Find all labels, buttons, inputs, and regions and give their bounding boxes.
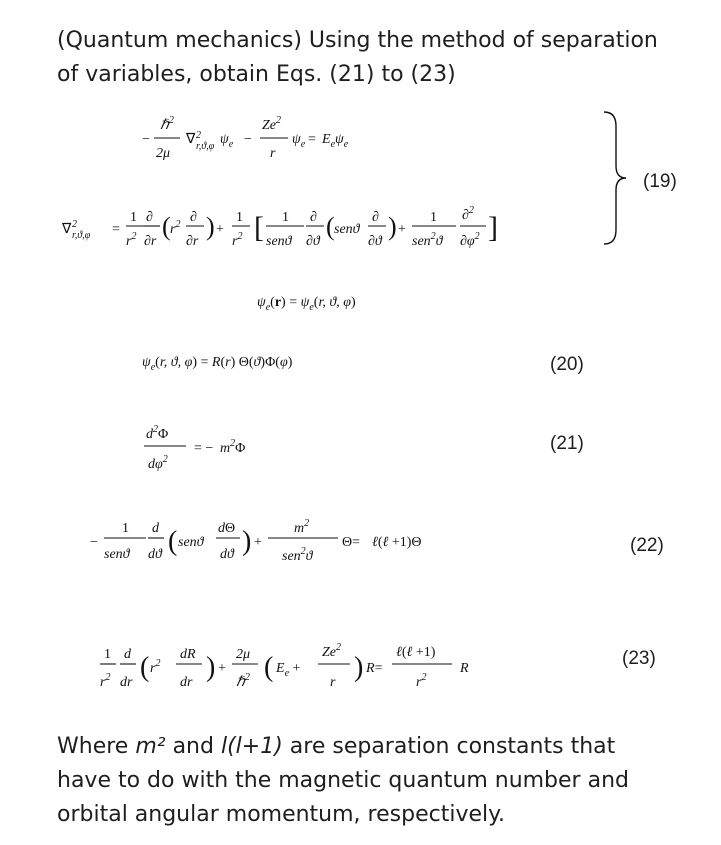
svg-text:∂2: ∂$^2$ <box>462 205 474 223</box>
svg-text:r2: $r^2$ <box>126 231 137 249</box>
svg-text:(: ( <box>326 212 335 241</box>
outro-line-3: orbital angular momentum, respectively. <box>57 802 505 827</box>
svg-text:−: − <box>90 535 98 550</box>
svg-text:r,ϑ,φ: r,ϑ,φ <box>72 230 91 241</box>
outro-rest: are separation constants that <box>289 734 616 759</box>
svg-text:2: 2 <box>196 130 201 141</box>
equation-19-schrodinger <box>140 105 440 180</box>
svg-text:r: r <box>270 146 276 161</box>
outro-where: Where <box>57 734 136 759</box>
equation-21 <box>140 412 320 487</box>
svg-text:−: − <box>142 132 150 147</box>
svg-text:+: + <box>218 661 226 676</box>
svg-text:dR: dR <box>180 647 196 662</box>
svg-text:∂ϑ: ∂ϑ <box>368 234 382 249</box>
svg-text:r,ϑ,φ: r,ϑ,φ <box>196 141 215 152</box>
svg-text:dφ2: $d\varphi^2$ <box>148 454 168 472</box>
svg-text:∇: ∇ <box>186 132 196 147</box>
svg-text:sen2ϑ: sen$^2$ϑ <box>412 231 443 249</box>
svg-text:Ee +: $E_e$ + <box>276 661 301 679</box>
equation-22 <box>88 508 488 583</box>
svg-text:d2Φ: $d^2\Phi$ <box>146 424 169 442</box>
equation-19-label: (19) <box>643 171 677 192</box>
svg-text:1: 1 <box>236 210 243 225</box>
svg-text:ℓ(ℓ +1)Θ: ℓ(ℓ +1)Θ <box>372 535 422 550</box>
svg-text:r: r <box>330 675 336 690</box>
equation-19-wavefunction <box>255 286 455 321</box>
svg-text:∂: ∂ <box>372 210 379 225</box>
svg-text:senϑ: senϑ <box>178 535 204 550</box>
svg-text:r2: $r^2$ <box>416 672 427 690</box>
svg-text:m2Φ: $m^2\Phi$ <box>220 438 246 456</box>
outro-l-term: l(l+1) <box>220 734 290 759</box>
svg-text:d: d <box>124 647 131 662</box>
svg-text:+: + <box>398 222 406 237</box>
svg-text:∂ϑ: ∂ϑ <box>306 234 320 249</box>
svg-text:(: ( <box>168 526 178 557</box>
svg-text:(: ( <box>140 652 150 683</box>
outro-and: and <box>172 734 221 759</box>
svg-text:ℓ(ℓ +1): ℓ(ℓ +1) <box>396 645 436 660</box>
svg-text:1: 1 <box>104 647 111 662</box>
equation-23 <box>96 632 536 717</box>
svg-text:∂: ∂ <box>146 210 153 225</box>
svg-text:senϑ: senϑ <box>334 222 360 237</box>
svg-text:∂r: ∂r <box>186 234 199 249</box>
svg-text:1: 1 <box>282 210 289 225</box>
svg-text:2: 2 <box>72 219 77 230</box>
equation-20 <box>140 346 420 381</box>
equation-22-label: (22) <box>630 535 664 556</box>
svg-text:[: [ <box>254 211 264 244</box>
svg-text:ψe: $\psi_e$ <box>292 132 306 150</box>
svg-text:=: = <box>308 132 316 147</box>
svg-text:): ) <box>206 212 215 241</box>
svg-text:(: ( <box>162 212 171 241</box>
svg-text:ℏ2: ℏ$^2$ <box>236 672 250 690</box>
svg-text:∂: ∂ <box>190 210 197 225</box>
svg-text:r2: $r^2$ <box>150 658 161 676</box>
svg-text:∂r: ∂r <box>144 234 157 249</box>
equation-23-label: (23) <box>622 648 656 669</box>
svg-text:dr: dr <box>120 675 133 690</box>
intro-line-1: (Quantum mechanics) Using the method of separation <box>57 28 658 53</box>
equation-19-laplacian <box>60 195 620 270</box>
svg-text:senϑ: senϑ <box>266 234 292 249</box>
svg-text:dr: dr <box>180 675 193 690</box>
svg-text:R: R <box>460 661 469 676</box>
outro-m-squared: m² <box>135 734 173 759</box>
svg-text:sen2ϑ: sen$^2$ϑ <box>282 546 313 564</box>
svg-text:Ze2: Ze$^2$ <box>322 642 341 660</box>
svg-text:): ) <box>354 652 364 683</box>
svg-text:∂φ2: $\partial\varphi^2$ <box>460 231 480 249</box>
svg-text:1: 1 <box>130 210 137 225</box>
svg-text:∇: ∇ <box>62 222 72 237</box>
outro-line-2: have to do with the magnetic quantum number and <box>57 768 629 793</box>
svg-text:=: = <box>112 222 120 237</box>
outro-line-1 <box>57 730 615 763</box>
svg-text:r2: $r^2$ <box>232 231 243 249</box>
svg-text:): ) <box>388 212 397 241</box>
svg-text:d: d <box>152 521 159 536</box>
svg-text:dϑ: dϑ <box>220 547 234 562</box>
equation-20-label: (20) <box>550 354 584 375</box>
equation-19-brace <box>600 108 640 253</box>
svg-text:m2: $m^2$ <box>294 518 310 536</box>
svg-text:∂: ∂ <box>310 210 317 225</box>
svg-text:ψe(r, ϑ, φ) = R(r) Θ(ϑ)Φ(φ): $\psi_e(r$, ϑ, φ) = R(r) Θ(ϑ)Φ(φ) <box>142 355 293 373</box>
svg-text:2μ: 2μ <box>236 647 251 662</box>
svg-text:senϑ: senϑ <box>104 547 130 562</box>
svg-text:R=: R= <box>366 661 383 676</box>
intro-line-2: of variables, obtain Eqs. (21) to (23) <box>57 62 456 87</box>
svg-text:Θ=: Θ= <box>342 535 361 550</box>
svg-text:−: − <box>244 132 252 147</box>
svg-text:dϑ: dϑ <box>148 547 162 562</box>
svg-text:Eeψe: $E_e\psi_e$ <box>322 132 349 150</box>
svg-text:r2: $r^2$ <box>170 219 181 237</box>
svg-text:]: ] <box>488 211 498 244</box>
svg-text:+: + <box>216 222 224 237</box>
svg-text:dΘ: dΘ <box>218 521 236 536</box>
svg-text:ψe(r) = ψe(r, ϑ, φ): $\psi_e(r) = \psi_e(r$, ϑ, φ) <box>257 295 356 313</box>
svg-text:ψe: $\psi_e$ <box>220 132 234 150</box>
svg-text:1: 1 <box>122 521 129 536</box>
svg-text:= −: = − <box>194 441 214 456</box>
svg-text:(: ( <box>264 652 274 683</box>
svg-text:): ) <box>242 526 252 557</box>
svg-text:1: 1 <box>430 210 437 225</box>
equation-21-label: (21) <box>550 433 584 454</box>
svg-text:ℏ2: ℏ$^2$ <box>160 115 174 133</box>
svg-text:Ze2: Ze$^2$ <box>262 115 281 133</box>
svg-text:2μ: 2μ <box>156 146 171 161</box>
svg-text:r2: $r^2$ <box>100 672 111 690</box>
svg-text:): ) <box>206 652 216 683</box>
svg-text:+: + <box>254 535 262 550</box>
